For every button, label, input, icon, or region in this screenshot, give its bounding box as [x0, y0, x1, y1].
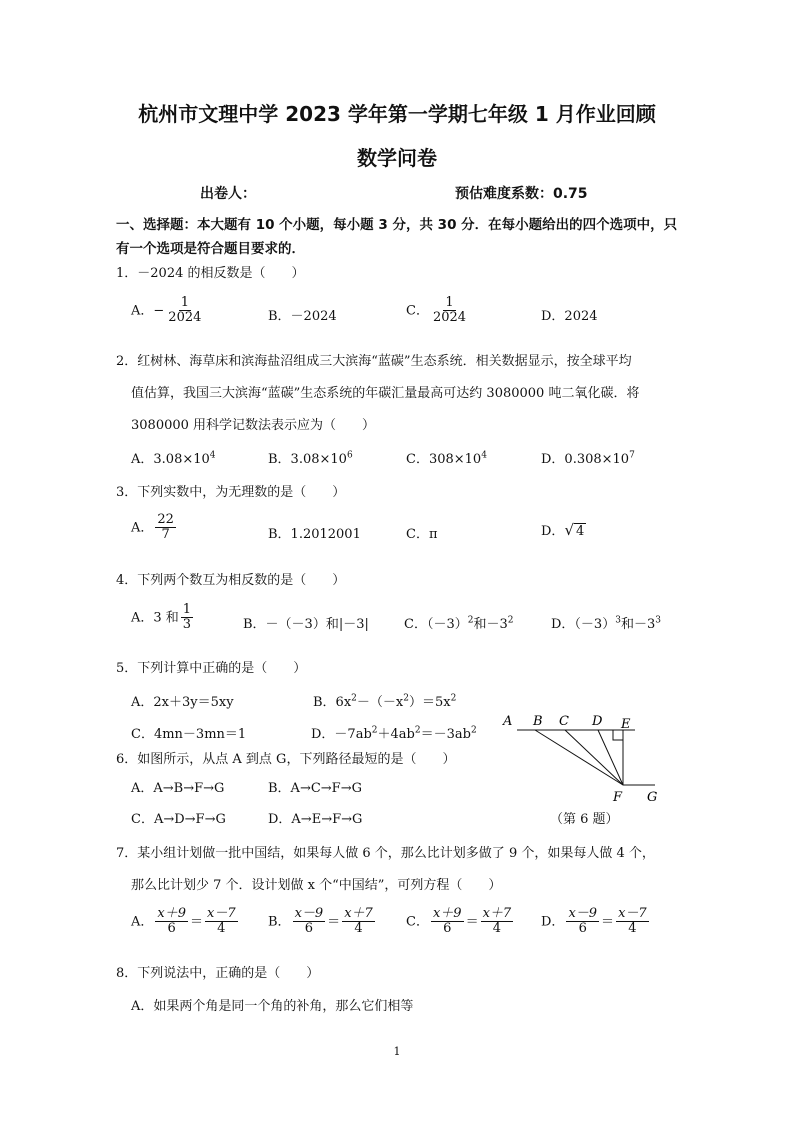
section-heading-line2: 有一个选项是符合题目要求的．: [116, 241, 305, 257]
q3-stem: 3．下列实数中，为无理数的是（ ）: [116, 485, 346, 500]
fig-label-d: D: [592, 714, 603, 729]
q4-option-b: B．－（－3）和|－3|: [243, 617, 369, 632]
q6-figure: [495, 708, 670, 808]
fig-line-bf: [535, 730, 623, 785]
q7-line2: 那么比计划少 7 个．设计划做 x 个“中国结”，可列方程（ ）: [131, 878, 502, 893]
q8-option-a: A．如果两个角是同一个角的补角，那么它们相等: [131, 999, 414, 1014]
fig-label-b: B: [533, 714, 543, 729]
fig-label-f: F: [613, 790, 623, 805]
q7-option-b: B． $\frac{x-9}{6}$ ＝ $\frac{x+7}{4}$: [268, 906, 373, 937]
q7-option-a: A． $\frac{x+9}{6}$ ＝ $\frac{x-7}{4}$: [131, 906, 236, 937]
q4-option-a: A．3 和 $\frac{1}{3}$: [131, 602, 192, 633]
fig-label-a: A: [503, 714, 513, 729]
q2-option-c: C．$308\times 10^4$: [406, 450, 487, 467]
q5-option-c: C．4mn－3mn＝1: [131, 727, 247, 742]
q6-option-d: D．A→E→F→G: [268, 812, 363, 827]
difficulty: [455, 183, 588, 203]
q3-option-d: D．√ 4: [541, 521, 585, 539]
q1-option-c: C． $\frac{1}{2024}$: [406, 295, 467, 326]
q3-option-b: B．1.2012001: [268, 527, 361, 542]
q3-option-a: A． $\frac{22}{7}$: [131, 512, 174, 543]
q4-option-c: C．$(-3)^2$和$-3^2$: [404, 615, 514, 632]
page-number: 1: [393, 1045, 401, 1058]
q1-option-a: A．− $\frac{1}{2024}$: [131, 295, 202, 326]
q8-stem: 8．下列说法中，正确的是（ ）: [116, 966, 320, 981]
fig-line-cf: [565, 730, 623, 785]
fig-label-g: G: [647, 790, 658, 805]
q3-option-c: C．π: [406, 527, 438, 542]
q2-line1: 2．红树林、海草床和滨海盐沼组成三大滨海“蓝碳”生态系统．相关数据显示，按全球平均: [116, 354, 632, 369]
q4-stem: 4．下列两个数互为相反数的是（ ）: [116, 573, 346, 588]
q2-line2: 值估算，我国三大滨海“蓝碳”生态系统的年碳汇量最高可达约 3080000 吨二氧化碳．将: [131, 386, 640, 401]
q6-figure-caption: （第 6 题）: [550, 812, 619, 827]
q1-option-b: B．－2024: [268, 309, 337, 324]
q1-option-d: D．2024: [541, 309, 598, 324]
q6-option-a: A．A→B→F→G: [131, 781, 225, 796]
q7-option-d: D． $\frac{x-9}{6}$ ＝ $\frac{x-7}{4}$: [541, 906, 647, 937]
q5-stem: 5．下列计算中正确的是（ ）: [116, 661, 307, 676]
q6-option-b: B．A→C→F→G: [268, 781, 362, 796]
page-subtitle: 数学问卷: [357, 146, 437, 170]
difficulty-value: 0.75: [553, 186, 588, 202]
q6-option-c: C．A→D→F→G: [131, 812, 226, 827]
page-title: 杭州市文理中学 2023 学年第一学期七年级 1 月作业回顾: [138, 102, 656, 126]
q7-option-c: C． $\frac{x+9}{6}$ ＝ $\frac{x+7}{4}$: [406, 906, 512, 937]
q5-option-b: B．$6x^2-(-x^2)=5x^2$: [313, 693, 457, 710]
q7-line1: 7．某小组计划做一批中国结，如果每人做 6 个，那么比计划多做了 9 个，如果每人做 4 个，: [116, 846, 655, 861]
author-label: 出卷人：: [200, 186, 256, 202]
q4-option-d: D．$(-3)^3$和$-3^3$: [551, 615, 661, 632]
q2-option-b: B．$3.08\times 10^6$: [268, 450, 353, 467]
section-heading-line1: 一、选择题：本大题有 10 个小题，每小题 3 分，共 30 分．在每小题给出的四个选项中，只: [116, 217, 678, 233]
q5-option-a: A．2x＋3y＝5xy: [131, 695, 234, 710]
q5-option-d: D．$-7ab^2+4ab^2=-3ab^2$: [311, 725, 477, 742]
fig-label-e: E: [621, 717, 631, 732]
q1-stem: 1．－2024 的相反数是（ ）: [116, 266, 305, 281]
q2-line3: 3080000 用科学记数法表示应为（ ）: [131, 418, 376, 433]
fig-label-c: C: [559, 714, 569, 729]
difficulty-label: 预估难度系数：: [455, 186, 553, 202]
q6-stem: 6．如图所示，从点 A 到点 G，下列路径最短的是（ ）: [116, 752, 456, 767]
q2-option-d: D．$0.308\times 10^7$: [541, 450, 635, 467]
q2-option-a: A．$3.08\times 10^4$: [131, 450, 216, 467]
